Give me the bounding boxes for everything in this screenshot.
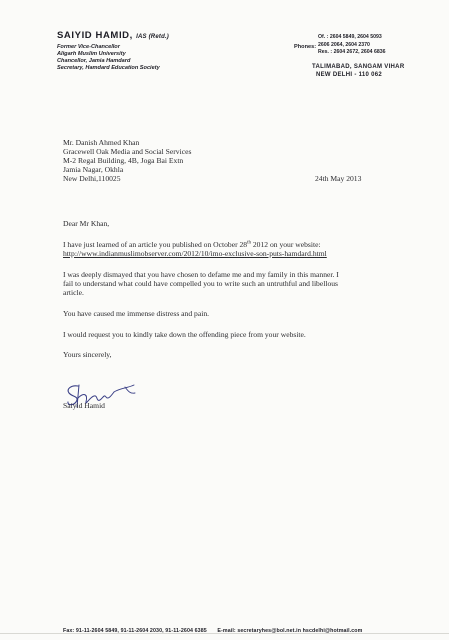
recipient-line: Jamia Nagar, Okhla [63, 165, 124, 174]
recipient-line: Gracewell Oak Media and Social Services [63, 147, 192, 156]
letterhead-role: Former Vice-Chancellor [57, 44, 120, 50]
phones-label: Phones: [294, 44, 317, 50]
signer-name: Saiyid Hamid [63, 401, 105, 410]
paragraph-1 [63, 240, 321, 249]
paragraph-2-line: I was deeply dismayed that you have chosen to defame me and my family in this manner. I [63, 270, 339, 279]
recipient-line: M-2 Regal Building, 4B, Joga Bai Extn [63, 156, 184, 165]
footer-email: E-mail: secretaryhes@bol.net.in hscdelhi@hotmail.com [217, 628, 363, 634]
paragraph-2-line: fail to understand what could have compelled you to write such an untruthful and libellous [63, 279, 338, 288]
letterhead-role: Aligarh Muslim University [57, 51, 126, 57]
date-superscript: th [247, 240, 251, 246]
phone-line: Of. : 2604 5849, 2604 5093 [318, 34, 382, 40]
phone-line: 2606 2064, 2604 2370 [318, 42, 370, 48]
letterhead-address: TALIMABAD, SANGAM VIHAR [312, 64, 405, 70]
footer-fax: Fax: 91-11-2604 5849, 91-11-2604 2030, 91-11-2604 6385 [63, 628, 207, 634]
paragraph-1-text-end: 2012 on your website: [250, 240, 321, 249]
letterhead-role: Secretary, Hamdard Education Society [57, 65, 160, 71]
recipient-line: Mr. Danish Ahmed Khan [63, 138, 140, 147]
article-link[interactable]: http://www.indianmuslimobserver.com/2012/10/imo-exclusive-son-puts-hamdard.html [63, 249, 327, 258]
closing: Yours sincerely, [63, 350, 112, 359]
letterhead-address: NEW DELHI - 110 062 [316, 72, 383, 78]
letterhead-role: Chancellor, Jamia Hamdard [57, 58, 131, 64]
paragraph-2-line: article. [63, 288, 84, 297]
sender-title-suffix: IAS (Retd.) [136, 34, 170, 40]
paragraph-4: I would request you to kindly take down the offending piece from your website. [63, 330, 306, 339]
letter-date: 24th May 2013 [315, 174, 362, 183]
letterhead-name [57, 30, 169, 41]
paragraph-1-text: I have just learned of an article you published on October 28 [63, 240, 248, 249]
paragraph-3: You have caused me immense distress and pain. [63, 309, 210, 318]
handwritten-signature [62, 380, 142, 416]
phone-line: Res. : 2604 2672, 2604 6836 [318, 49, 386, 55]
salutation: Dear Mr Khan, [63, 219, 110, 228]
sender-name: SAIYID HAMID, [57, 30, 133, 41]
recipient-line: New Delhi,110025 [63, 174, 121, 183]
footer-contact [63, 628, 371, 634]
